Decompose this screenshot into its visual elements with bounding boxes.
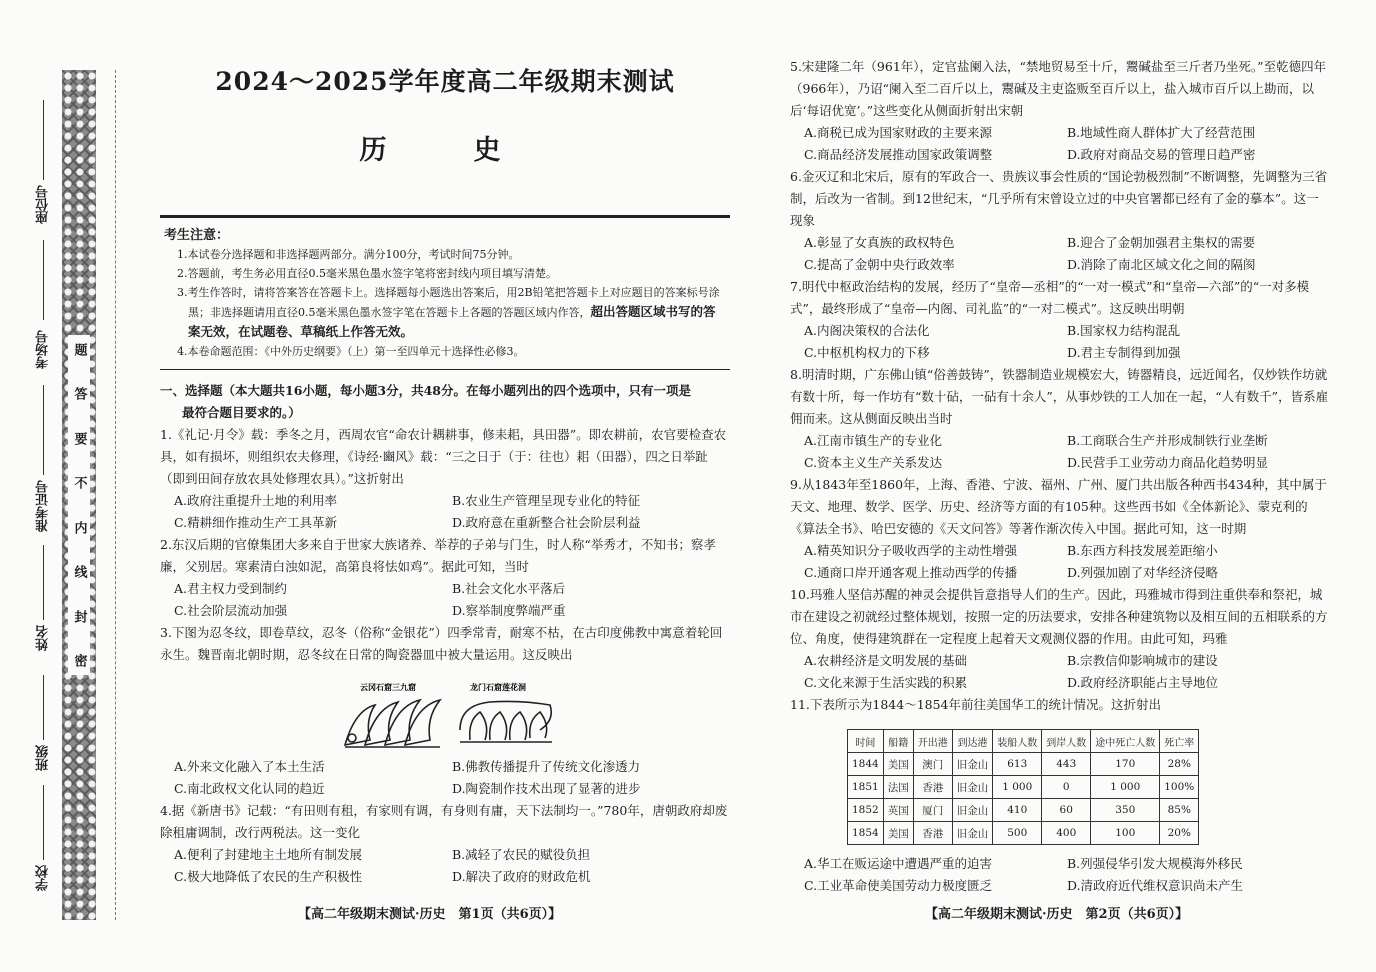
question-11: 11.下表所示为1844～1854年前往美国华工的统计情况。这折射出 bbox=[790, 697, 1162, 712]
chinese-laborers-table bbox=[847, 729, 1199, 845]
question-3-options bbox=[160, 756, 730, 800]
class-label: 班级 bbox=[36, 745, 51, 771]
table-cell: 香港 bbox=[913, 776, 952, 799]
table-header: 到达港 bbox=[952, 730, 993, 753]
seal-dashed-line bbox=[115, 70, 116, 920]
exam-room-label: 考场号 bbox=[36, 330, 51, 369]
table-cell: 旧金山 bbox=[952, 753, 993, 776]
option: D.清政府近代维权意识尚未产生 bbox=[1067, 878, 1244, 893]
figure-label-yungang: 云冈石窟三九窟 bbox=[360, 682, 416, 692]
notice-title: 考生注意： bbox=[164, 228, 230, 243]
table-cell: 1852 bbox=[848, 799, 884, 822]
page1-questions bbox=[160, 380, 730, 888]
seat-line bbox=[43, 100, 44, 180]
option: C.中枢机构权力的下移 bbox=[804, 345, 930, 360]
notice-box bbox=[160, 215, 730, 370]
table-row bbox=[848, 822, 1199, 845]
table-row bbox=[848, 776, 1199, 799]
option: B.农业生产管理呈现专业化的特征 bbox=[452, 493, 641, 508]
table-header: 开出港 bbox=[913, 730, 952, 753]
pattern-left bbox=[345, 700, 440, 747]
seal-char: 封 bbox=[71, 609, 87, 623]
ticket-number-label: 准考证号 bbox=[36, 480, 51, 532]
table-cell: 0 bbox=[1042, 776, 1091, 799]
option: B.社会文化水平落后 bbox=[452, 581, 566, 596]
seal-char: 答 bbox=[71, 387, 87, 401]
option: A.便利了封建地主土地所有制发展 bbox=[174, 847, 363, 862]
question-6: 6.金灭辽和北宋后，原有的军政合一、贵族议事会性质的“国论勃极烈制”不断调整，先调整为三省制，后改为一省制。到12世纪末，“几乎所有宋曾设立过的中央官署都已经有了金的摹本”。这一现象 bbox=[790, 169, 1328, 228]
table-cell: 旧金山 bbox=[952, 776, 993, 799]
table-header: 时间 bbox=[848, 730, 884, 753]
question-2: 2.东汉后期的官僚集团大多来自于世家大族诸养、举荐的子弟与门生，时人称“举秀才，不知书；察孝廉，父别居。寒素清白浊如泥，高第良将怯如鸡”。据此可知，当时 bbox=[160, 537, 716, 574]
question-4-options bbox=[160, 844, 730, 888]
question-9: 9.从1843年至1860年，上海、香港、宁波、福州、广州、厦门共出版各种西书434种，其中属于天文、地理、数学、医学、历史、经济等方面的有105种。这些西书如《全体新论》、蒙克利的《算法全书》、哈巴安德的《天文问答》等著作渐次传入中国。据此可知，这一时期 bbox=[790, 477, 1327, 536]
notice-bold-warning: 超出答题区域书写的答案无效，在试题卷、草稿纸上作答无效。 bbox=[188, 304, 716, 339]
table-cell: 1851 bbox=[848, 776, 884, 799]
page2-footer: 【高二年级期末测试·历史 第2页（共6页）】 bbox=[925, 907, 1189, 922]
class-line bbox=[43, 675, 44, 740]
notice-item: 1.本试卷分选择题和非选择题两部分。满分100分，考试时间75分钟。 bbox=[177, 248, 520, 261]
notice-item-text: 3.考生作答时，请将答案答在答题卡上。选择题每小题选出答案后，用2B铅笔把答题卡上对应题目的答案标号涂黑；非选择题请用直径0.5毫米黑色墨水签字笔在答题卡上各题的答题区域内作答， bbox=[177, 286, 720, 319]
option: A.政府注重提升土地的利用率 bbox=[174, 493, 338, 508]
ticket-line bbox=[43, 385, 44, 475]
exam-subject: 历 史 bbox=[359, 135, 531, 166]
name-line bbox=[43, 545, 44, 620]
table-cell: 20% bbox=[1160, 822, 1199, 845]
table-cell: 厦门 bbox=[913, 799, 952, 822]
table-cell: 美国 bbox=[883, 822, 913, 845]
table-header: 装船人数 bbox=[993, 730, 1042, 753]
seal-char: 要 bbox=[71, 431, 87, 445]
page1-footer: 【高二年级期末测试·历史 第1页（共6页）】 bbox=[298, 907, 562, 922]
room-line bbox=[43, 240, 44, 320]
question-5-options bbox=[790, 122, 1330, 166]
table-row bbox=[848, 799, 1199, 822]
question-10: 10.玛雅人坚信苏醒的神灵会提供旨意指导人们的生产。因此，玛雅城市得到注重供奉和祭祀，城市在建设之初就经过整体规划，按照一定的历法要求，安排各种建筑物以及相互间的五相联系的方位、角度，使得建筑群在一定程度上起着天文观测仪器的作用。由此可知，玛雅 bbox=[790, 587, 1328, 646]
school-line bbox=[43, 785, 44, 860]
option: D.政府经济职能占主导地位 bbox=[1067, 675, 1219, 690]
section-title: 一、选择题（本大题共16小题，每小题3分，共48分。在每小题列出的四个选项中，只有一项是 bbox=[160, 383, 691, 398]
option: A.外来文化融入了本土生活 bbox=[174, 759, 325, 774]
table-cell: 443 bbox=[1042, 753, 1091, 776]
table-cell: 410 bbox=[993, 799, 1042, 822]
seal-char: 线 bbox=[71, 565, 87, 579]
table-cell: 美国 bbox=[883, 753, 913, 776]
option: D.解决了政府的财政危机 bbox=[452, 869, 591, 884]
option: C.工业革命使美国劳动力极度匮乏 bbox=[804, 878, 993, 893]
table-cell: 1854 bbox=[848, 822, 884, 845]
seat-number-label: 座位号 bbox=[36, 185, 51, 224]
table-cell: 旧金山 bbox=[952, 822, 993, 845]
option: C.通商口岸开通客观上推动西学的传播 bbox=[804, 565, 1018, 580]
option: C.资本主义生产关系发达 bbox=[804, 455, 943, 470]
notice-item: 2.答题前，考生务必用直径0.5毫米黑色墨水签字笔将密封线内项目填写清楚。 bbox=[177, 267, 557, 280]
option: A.华工在贩运途中遭遇严重的迫害 bbox=[804, 856, 993, 871]
option: A.农耕经济是文明发展的基础 bbox=[804, 653, 968, 668]
option: A.彰显了女真族的政权特色 bbox=[804, 235, 955, 250]
table-cell: 1844 bbox=[848, 753, 884, 776]
school-label: 学校 bbox=[36, 865, 51, 891]
table-cell: 500 bbox=[993, 822, 1042, 845]
table-cell: 613 bbox=[993, 753, 1042, 776]
question-10-options bbox=[790, 650, 1330, 694]
question-8: 8.明清时期，广东佛山镇“俗善鼓铸”，铁器制造业规模宏大，铸器精良，远近闻名，仅炒铁作坊就有数十所，每一作坊有“数十砧，一砧有十余人”，从事炒铁的工人加在一起，“人有数千”，皆系雇佣而来。这从侧面反映出当时 bbox=[790, 367, 1329, 426]
question-7: 7.明代中枢政治结构的发展，经历了“皇帝—丞相”的“一对一模式”和“皇帝—六部”的“一对多模式”，最终形成了“皇帝—内阁、司礼监”的“一对二模式”。这反映出明朝 bbox=[790, 279, 1310, 316]
exam-title: 2024～2025学年度高二年级期末测试 bbox=[215, 67, 675, 96]
option: D.消除了南北区域文化之间的隔阂 bbox=[1067, 257, 1256, 272]
option: D.民营手工业劳动力商品化趋势明显 bbox=[1067, 455, 1269, 470]
table-cell: 澳门 bbox=[913, 753, 952, 776]
table-cell: 85% bbox=[1160, 799, 1199, 822]
option: B.佛教传播提升了传统文化渗透力 bbox=[452, 759, 641, 774]
table-cell: 100% bbox=[1160, 776, 1199, 799]
section-title-cont: 最符合题目要求的。） bbox=[182, 405, 301, 420]
option: C.社会阶层流动加强 bbox=[174, 603, 288, 618]
option: D.察举制度弊端严重 bbox=[452, 603, 566, 618]
option: C.南北政权文化认同的趋近 bbox=[174, 781, 325, 796]
question-1: 1.《礼记·月令》载：季冬之月，西周农官“命农计耦耕事，修耒耜，具田器”。即农耕前，农官要检查农具，如有损坏，则组织农夫修理，《诗经·豳风》载：“三之日于（于：往也）耜（田器），四之日举趾（即到田间存放农具处修理农具）。”这折射出 bbox=[160, 427, 727, 486]
option: A.君主权力受到制约 bbox=[174, 581, 288, 596]
seal-char: 不 bbox=[71, 476, 87, 490]
question-11-options-wrap bbox=[790, 853, 1330, 897]
table-cell: 350 bbox=[1091, 799, 1160, 822]
question-4: 4.据《新唐书》记载：“有田则有租，有家则有调，有身则有庸，天下法制均一。”780年，唐朝政府却废除租庸调制，改行两税法。这一变化 bbox=[160, 803, 728, 840]
seal-char: 题 bbox=[71, 343, 87, 356]
question-8-options bbox=[790, 430, 1330, 474]
option: B.地域性商人群体扩大了经营范围 bbox=[1067, 125, 1256, 140]
figure-label-longmen: 龙门石窟莲花洞 bbox=[470, 682, 526, 692]
option: D.政府意在重新整合社会阶层利益 bbox=[452, 515, 641, 530]
question-2-options bbox=[160, 578, 730, 622]
seal-char: 内 bbox=[71, 520, 87, 534]
question-3: 3.下图为忍冬纹，即卷草纹，忍冬（俗称“金银花”）四季常青，耐寒不枯，在古印度佛教中寓意着轮回永生。魏晋南北朝时期，忍冬纹在日常的陶瓷器皿中被大量运用。这反映出 bbox=[160, 625, 723, 662]
table-cell: 法国 bbox=[883, 776, 913, 799]
option: B.国家权力结构混乱 bbox=[1067, 323, 1181, 338]
table-cell: 100 bbox=[1091, 822, 1160, 845]
table-cell: 60 bbox=[1042, 799, 1091, 822]
table-cell: 1 000 bbox=[993, 776, 1042, 799]
option: D.陶瓷制作技术出现了显著的进步 bbox=[452, 781, 641, 796]
table-cell: 1 000 bbox=[1091, 776, 1160, 799]
option: C.文化来源于生活实践的积累 bbox=[804, 675, 968, 690]
option: C.商品经济发展推动国家政策调整 bbox=[804, 147, 993, 162]
table-cell: 170 bbox=[1091, 753, 1160, 776]
question-7-options bbox=[790, 320, 1330, 364]
option: B.工商联合生产并形成制铁行业垄断 bbox=[1067, 433, 1268, 448]
option: A.江南市镇生产的专业化 bbox=[804, 433, 943, 448]
option: D.君主专制得到加强 bbox=[1067, 345, 1181, 360]
question-11-options bbox=[790, 853, 1330, 897]
option: B.迎合了金朝加强君主集权的需要 bbox=[1067, 235, 1256, 250]
pattern-right bbox=[460, 701, 552, 742]
question-6-options bbox=[790, 232, 1330, 276]
table-header: 到岸人数 bbox=[1042, 730, 1091, 753]
option: B.列强侵华引发大规模海外移民 bbox=[1067, 856, 1243, 871]
seal-text bbox=[68, 335, 90, 675]
table-header: 死亡率 bbox=[1160, 730, 1199, 753]
table-cell: 英国 bbox=[883, 799, 913, 822]
option: A.精英知识分子吸收西学的主动性增强 bbox=[804, 543, 1018, 558]
table-header: 船籍 bbox=[883, 730, 913, 753]
notice-item: 4.本卷命题范围：《中外历史纲要》（上）第一至四单元十选择性必修3。 bbox=[177, 345, 525, 358]
honeysuckle-pattern-figure bbox=[340, 680, 570, 755]
table-cell: 旧金山 bbox=[952, 799, 993, 822]
notice-item bbox=[164, 283, 726, 342]
table-cell: 400 bbox=[1042, 822, 1091, 845]
seal-char: 密 bbox=[71, 653, 87, 667]
option: A.内阁决策权的合法化 bbox=[804, 323, 930, 338]
question-5: 5.宋建隆二年（961年），定官盐阑入法，“禁地贸易至十斤，鬻碱盐至三斤者乃坐死。”至乾德四年（966年），乃诏“阑入至二百斤以上，鬻碱及主吏盗贩至百斤以上，盐入城市百斤以上勘而，以后‘每诏优宽’。”这些变化从侧面折射出宋朝 bbox=[790, 59, 1327, 118]
question-1-options bbox=[160, 490, 730, 534]
option: C.提高了金朝中央行政效率 bbox=[804, 257, 955, 272]
page2-questions bbox=[790, 56, 1330, 716]
table-cell: 28% bbox=[1160, 753, 1199, 776]
question-9-options bbox=[790, 540, 1330, 584]
option: D.列强加剧了对华经济侵略 bbox=[1067, 565, 1219, 580]
option: A.商税已成为国家财政的主要来源 bbox=[804, 125, 993, 140]
option: C.极大地降低了农民的生产积极性 bbox=[174, 869, 363, 884]
table-header: 途中死亡人数 bbox=[1091, 730, 1160, 753]
option: B.宗教信仰影响城市的建设 bbox=[1067, 653, 1218, 668]
option: C.精耕细作推动生产工具革新 bbox=[174, 515, 338, 530]
name-label: 姓名 bbox=[36, 625, 51, 651]
option: D.政府对商品交易的管理日趋严密 bbox=[1067, 147, 1256, 162]
table-header-row bbox=[848, 730, 1199, 753]
table-row bbox=[848, 753, 1199, 776]
table-cell: 香港 bbox=[913, 822, 952, 845]
option: B.东西方科技发展差距缩小 bbox=[1067, 543, 1218, 558]
option: B.减轻了农民的赋役负担 bbox=[452, 847, 591, 862]
